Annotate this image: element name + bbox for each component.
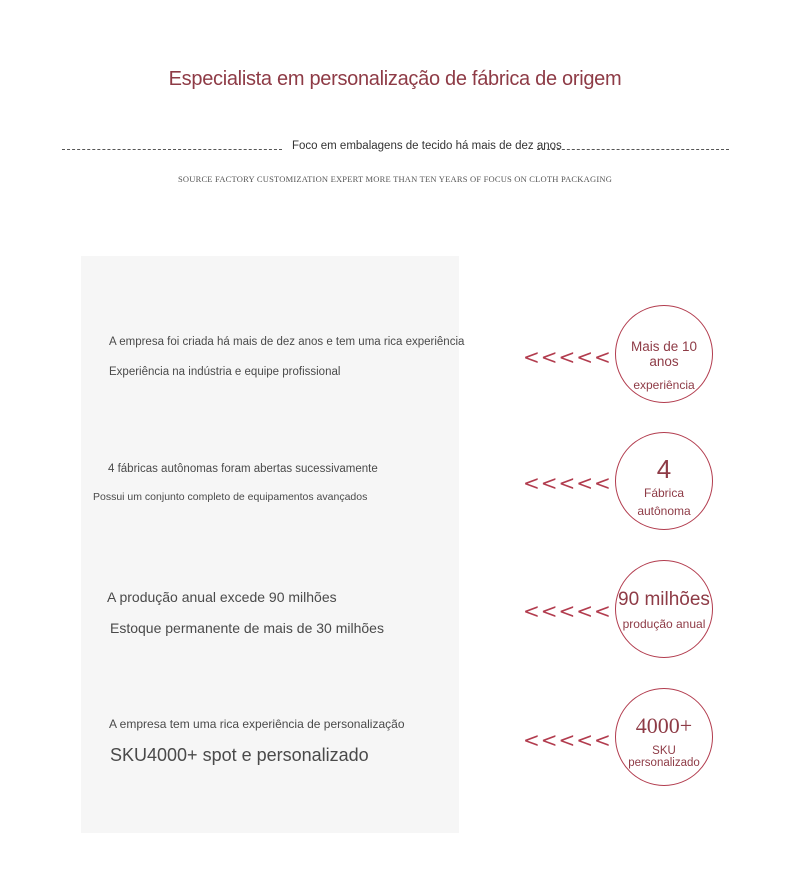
english-tagline: SOURCE FACTORY CUSTOMIZATION EXPERT MORE THAN TEN YEARS OF FOCUS ON CLOTH PACKAGING <box>177 174 613 184</box>
feature-4-badge-top: 4000+ <box>635 713 693 738</box>
divider-left <box>62 149 282 150</box>
feature-4-line-2: SKU4000+ spot e personalizado <box>110 745 369 765</box>
feature-1-badge <box>615 305 713 403</box>
feature-3-line-1: A produção anual excede 90 milhões <box>107 589 337 605</box>
feature-2-badge <box>615 432 713 530</box>
subtitle-row <box>62 139 729 159</box>
feature-1-badge-bottom: experiência <box>633 378 695 392</box>
divider-right <box>537 149 729 150</box>
feature-4-badge <box>615 688 713 786</box>
feature-4-arrows: <<<<< <box>523 728 612 752</box>
feature-3-badge-bottom: produção anual <box>622 617 706 631</box>
feature-4-badge-bottom: SKU personalizado <box>628 745 700 769</box>
page-title: Especialista em personalização de fábrica de origem <box>168 68 622 90</box>
page-subtitle: Foco em embalagens de tecido há mais de dez anos <box>292 140 562 152</box>
feature-3-line-2: Estoque permanente de mais de 30 milhões <box>110 620 384 636</box>
feature-1-line-2: Experiência na indústria e equipe profissional <box>109 366 341 378</box>
feature-1-arrows: <<<<< <box>523 345 612 369</box>
feature-1-line-1: A empresa foi criada há mais de dez anos e tem uma rica experiência <box>109 336 465 348</box>
feature-1-badge-top: Mais de 10 anos <box>630 339 698 369</box>
feature-2-badge-line-2: autônoma <box>637 504 691 518</box>
feature-2-line-1: 4 fábricas autônomas foram abertas sucessivamente <box>108 463 378 475</box>
feature-2-badge-line-1: Fábrica <box>643 486 684 500</box>
feature-3-badge-top: 90 milhões <box>618 589 710 610</box>
feature-3-arrows: <<<<< <box>523 599 612 623</box>
feature-3-badge <box>615 560 713 658</box>
feature-2-arrows: <<<<< <box>523 471 612 495</box>
feature-4-line-1: A empresa tem uma rica experiência de personalização <box>109 717 405 731</box>
feature-2-badge-number: 4 <box>656 454 672 484</box>
feature-2-line-2: Possui um conjunto completo de equipamentos avançados <box>93 491 368 503</box>
